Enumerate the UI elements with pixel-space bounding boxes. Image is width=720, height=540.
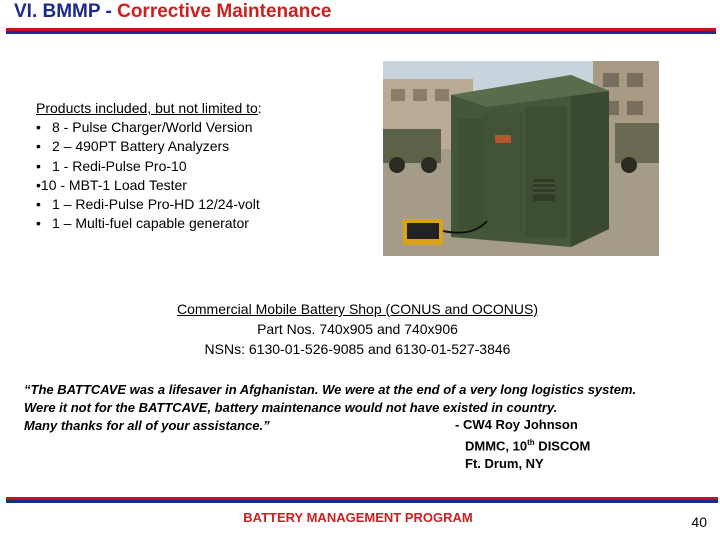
quote-line: Many thanks for all of your assistance.” <box>24 418 270 433</box>
item-text: 1 – Redi-Pulse Pro-HD 12/24-volt <box>52 196 260 213</box>
list-item <box>36 157 262 176</box>
header-rule-blue <box>6 31 716 34</box>
bullet: • <box>36 138 41 155</box>
item-text: 8 - Pulse Charger/World Version <box>52 119 253 136</box>
bullet: • <box>36 215 41 232</box>
quote-line: “The BATTCAVE was a lifesaver in Afghanistan. We were at the end of a very long logistics system. <box>24 382 637 397</box>
list-item <box>36 118 262 137</box>
products-block <box>36 99 262 233</box>
products-heading: Products included, but not limited to <box>36 100 258 116</box>
bullet: • <box>36 119 41 136</box>
title-topic: Corrective Maintenance <box>117 1 332 22</box>
item-text: 1 - Redi-Pulse Pro-10 <box>52 157 187 174</box>
testimonial-signature <box>455 416 590 473</box>
title-section: VI. BMMP - <box>14 1 118 22</box>
quote-line: Were it not for the BATTCAVE, battery maintenance would not have existed in country. <box>24 400 558 415</box>
list-item <box>36 137 262 156</box>
products-list <box>36 118 262 233</box>
signature-location: Ft. Drum, NY <box>465 456 544 472</box>
products-heading-line <box>36 99 262 118</box>
list-item <box>36 214 262 233</box>
list-item <box>36 176 262 195</box>
footer-rule-blue <box>6 500 718 503</box>
shop-title: Commercial Mobile Battery Shop (CONUS and OCONUS) <box>177 301 538 317</box>
item-text: 1 – Multi-fuel capable generator <box>52 215 249 232</box>
battcave-photo-drawing <box>383 61 659 256</box>
page-number: 40 <box>691 514 707 530</box>
signature-name: - CW4 Roy Johnson <box>455 417 578 432</box>
unit-prefix: DMMC, 10 <box>465 438 528 454</box>
item-text: 10 - MBT-1 Load Tester <box>40 176 187 193</box>
shop-info <box>0 299 715 359</box>
footer-program: BATTERY MANAGEMENT PROGRAM <box>243 510 473 525</box>
bullet: • <box>36 176 41 193</box>
slide-title <box>14 1 331 23</box>
item-text: 2 – 490PT Battery Analyzers <box>52 138 230 155</box>
bullet: • <box>36 157 41 174</box>
bullet: • <box>36 196 41 213</box>
products-heading-colon: : <box>257 100 262 116</box>
battcave-photo <box>383 61 659 256</box>
unit-suffix: DISCOM <box>534 438 591 454</box>
list-item <box>36 195 262 214</box>
unit-superscript: th <box>527 438 535 447</box>
shop-nsns: NSNs: 6130-01-526-9085 and 6130-01-527-3846 <box>204 341 511 357</box>
signature-unit <box>455 434 590 455</box>
shop-part-numbers: Part Nos. 740x905 and 740x906 <box>257 321 458 337</box>
